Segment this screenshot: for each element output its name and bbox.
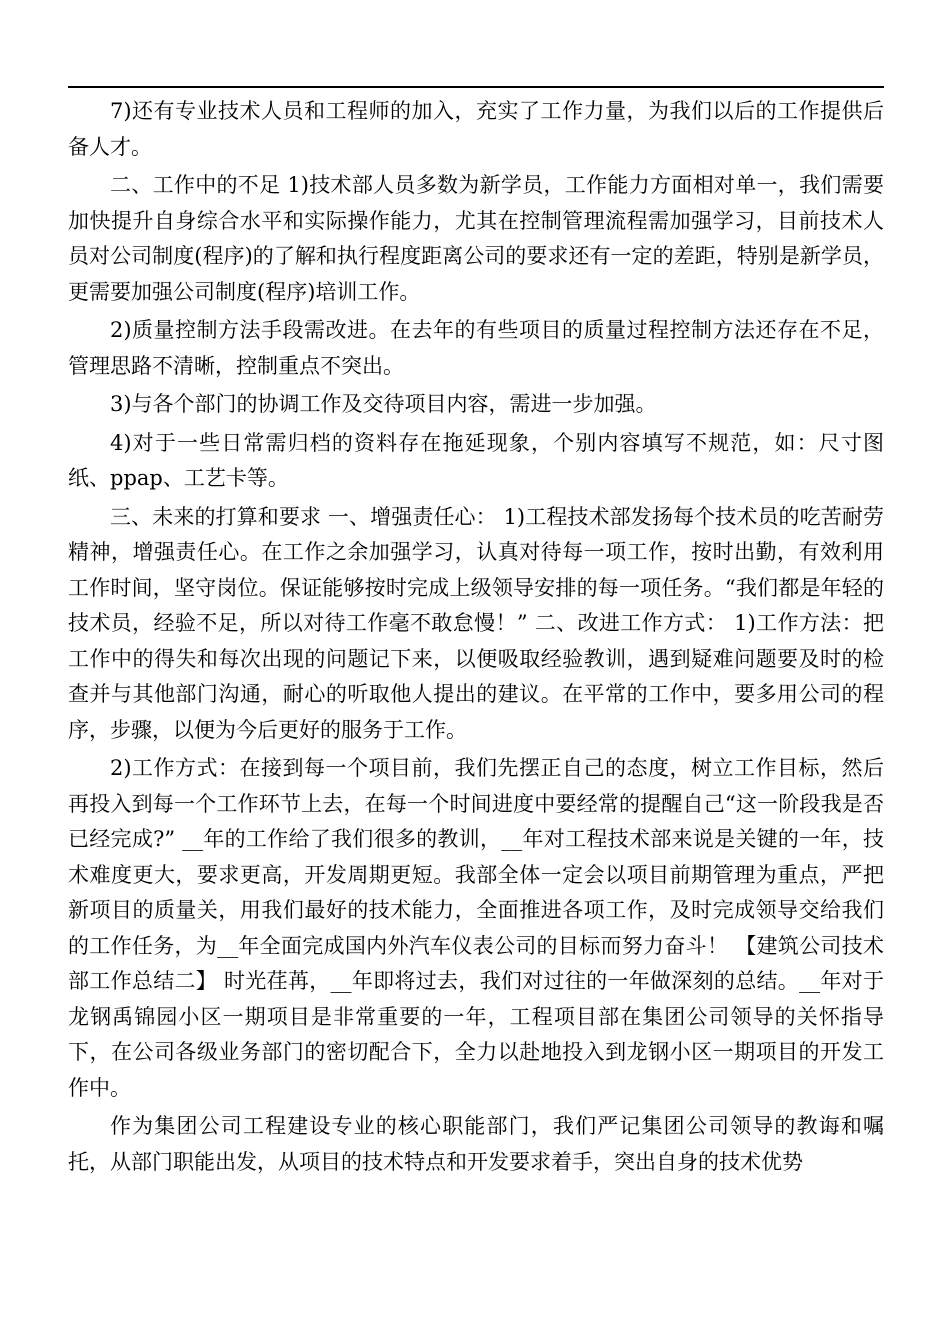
paragraph-4: 3)与各个部门的协调工作及交待项目内容，需进一步加强。	[110, 392, 657, 416]
header-rule	[68, 86, 884, 88]
paragraph-3: 2)质量控制方法手段需改进。在去年的有些项目的质量过程控制方法还存在不足，管理思路不清晰，控制重点不突出。	[68, 318, 884, 378]
document-body	[68, 94, 884, 1183]
paragraph-6: 三、未来的打算和要求 一、增强责任心： 1)工程技术部发扬每个技术员的吃苦耐劳精神，增强责任心。在工作之余加强学习，认真对待每一项工作，按时出勤，有效利用工作时间，坚守岗位。保证能够按时完成上级领导安排的每一项任务。“我们都是年轻的技术员，经验不足，所以对待工作毫不敢怠慢！” 二、改进工作方式： 1)工作方法：把工作中的得失和每次出现的问题记下来，以便吸取经验教训，遇到疑难问题要及时的检查并与其他部门沟通，耐心的听取他人提出的建议。在平常的工作中，要多用公司的程序，步骤，以便为今后更好的服务于工作。	[68, 504, 884, 742]
paragraph-2: 二、工作中的不足 1)技术部人员多数为新学员，工作能力方面相对单一，我们需要加快提升自身综合水平和实际操作能力，尤其在控制管理流程需加强学习，目前技术人员对公司制度(程序)的了解和执行程度距离公司的要求还有一定的差距，特别是新学员，更需要加强公司制度(程序)培训工作。	[68, 173, 884, 304]
paragraph-1: 7)还有专业技术人员和工程师的加入，充实了工作力量，为我们以后的工作提供后备人才。	[68, 99, 884, 159]
paragraph-7: 2)工作方式：在接到每一个项目前，我们先摆正自己的态度，树立工作目标，然后再投入到每一个工作环节上去，在每一个时间进度中要经常的提醒自己“这一阶段我是否已经完成?” __年的工作给了我们很多的教训，__年对工程技术部来说是关键的一年，技术难度更大，要求更高，开发周期更短。我部全体一定会以项目前期管理为重点，严把新项目的质量关，用我们最好的技术能力，全面推进各项工作，及时完成领导交给我们的工作任务，为__年全面完成国内外汽车仪表公司的目标而努力奋斗！ 【建筑公司技术部工作总结二】 时光荏苒，__年即将过去，我们对过往的一年做深刻的总结。__年对于龙钢禹锦园小区一期项目是非常重要的一年，工程项目部在集团公司领导的关怀指导下，在公司各级业务部门的密切配合下，全力以赴地投入到龙钢小区一期项目的开发工作中。	[68, 756, 884, 1100]
paragraph-5: 4)对于一些日常需归档的资料存在拖延现象，个别内容填写不规范，如：尺寸图纸、ppap、工艺卡等。	[68, 430, 884, 490]
paragraph-8: 作为集团公司工程建设专业的核心职能部门，我们严记集团公司领导的教诲和嘱托，从部门职能出发，从项目的技术特点和开发要求着手，突出自身的技术优势	[68, 1114, 884, 1174]
